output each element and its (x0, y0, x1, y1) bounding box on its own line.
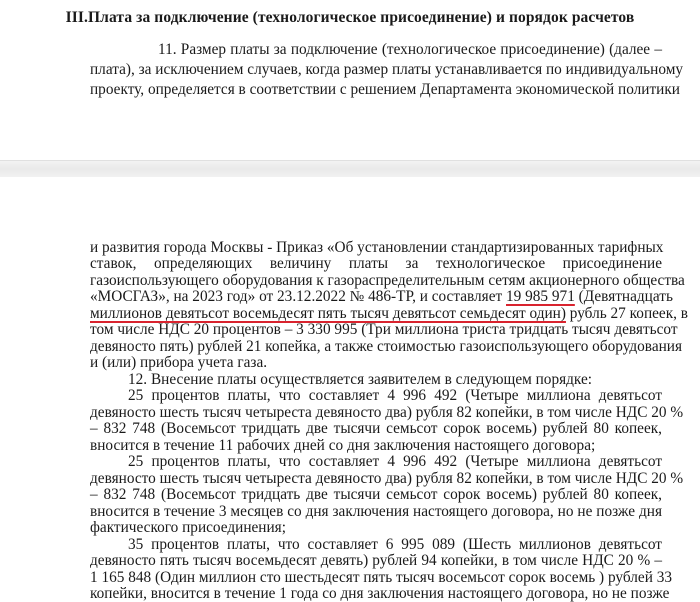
paragraph-12-heading: 12. Внесение платы осуществляется заявителем в следующем порядке: (128, 371, 593, 388)
payment-2-line-4: вносится в течение 3 месяцев со дня заключения настоящего договора, но не позже дня (90, 503, 662, 520)
text-line-1: и развития города Москвы - Приказ «Об установлении стандартизированных тарифных (90, 239, 664, 256)
section-heading: III.Плата за подключение (технологическое присоединение) и порядок расчетов (65, 9, 635, 26)
text-line-8: и (или) прибора учета газа. (90, 354, 268, 371)
text-line-4-start: «МОСГАЗ», на 2023 год» от 23.12.2022 № 486-ТР, и составляет (90, 288, 506, 305)
text-line-3: газоиспользующего оборудования к газораспределительным сетям акционерного общества (90, 272, 685, 289)
payment-1-line-1: 25 процентов платы, что составляет 4 996 492 (Четыре миллиона девятьсот (128, 387, 662, 404)
paragraph-11-line-2: плата), за исключением случаев, когда размер платы устанавливается по индивидуальному (90, 61, 684, 78)
text-line-6: том числе НДС 20 процентов – 3 330 995 (Три миллиона триста тридцать тысяч девятьсот (90, 321, 678, 338)
text-line-4-end: (Девятнадцать (574, 288, 673, 305)
text-line-4 (90, 288, 673, 305)
payment-2-line-1: 25 процентов платы, что составляет 4 996 492 (Четыре миллиона девятьсот (128, 453, 662, 470)
paragraph-11-line-3: проекту, определяется в соответствии с решением Департамента экономической политики (90, 81, 680, 98)
text-line-2: ставок, определяющих величину платы за технологическое присоединение (90, 255, 662, 272)
payment-3-line-2: девяносто пять тысяч восемьдесят девять) рублей 94 копейки, в том числе НДС 20 % – (90, 552, 662, 569)
payment-3-line-1: 35 процентов платы, что составляет 6 995 089 (Шесть миллионов девятьсот (128, 536, 662, 553)
text-line-5-end: рубль 27 копеек, в (565, 305, 689, 322)
payment-1-line-4: вносится в течение 11 рабочих дней со дня заключения настоящего договора; (90, 437, 596, 454)
page-separator (0, 160, 700, 178)
text-line-5 (90, 305, 689, 322)
payment-1-line-3: – 832 748 (Восемьсот тридцать две тысячи семьсот сорок восемь) рублей 80 копеек, (90, 420, 662, 437)
payment-2-line-2: девяносто шесть тысяч четыреста девяносто два) рубля 82 копейки, в том числе НДС 20 % (90, 470, 684, 487)
text-line-7: девяносто пять) рублей 21 копейка, а также стоимостью газоиспользующего оборудования (90, 338, 683, 355)
payment-3-line-4: копейки, вносится в течение 1 года со дня заключения настоящего договора, но не позже (90, 585, 670, 602)
fee-amount-highlight: 19 985 971 (506, 288, 575, 305)
document-page-top (0, 0, 700, 160)
payment-2-line-5: фактического присоединения; (90, 519, 286, 536)
payment-2-line-3: – 832 748 (Восемьсот тридцать две тысячи семьсот сорок восемь) рублей 80 копеек, (90, 486, 662, 503)
payment-3-line-3: 1 165 848 (Один миллион сто шестьдесят пять тысяч восемьсот сорок восемь ) рублей 33 (90, 569, 672, 586)
payment-1-line-2: девяносто шесть тысяч четыреста девяносто два) рубля 82 копейки, в том числе НДС 20 % (90, 404, 684, 421)
fee-amount-words-highlight: миллионов девятьсот восемьдесят пять тысяч девятьсот семьдесят один) (90, 305, 566, 322)
paragraph-11-line-1: 11. Размер платы за подключение (технологическое присоединение) (далее – (158, 41, 662, 58)
